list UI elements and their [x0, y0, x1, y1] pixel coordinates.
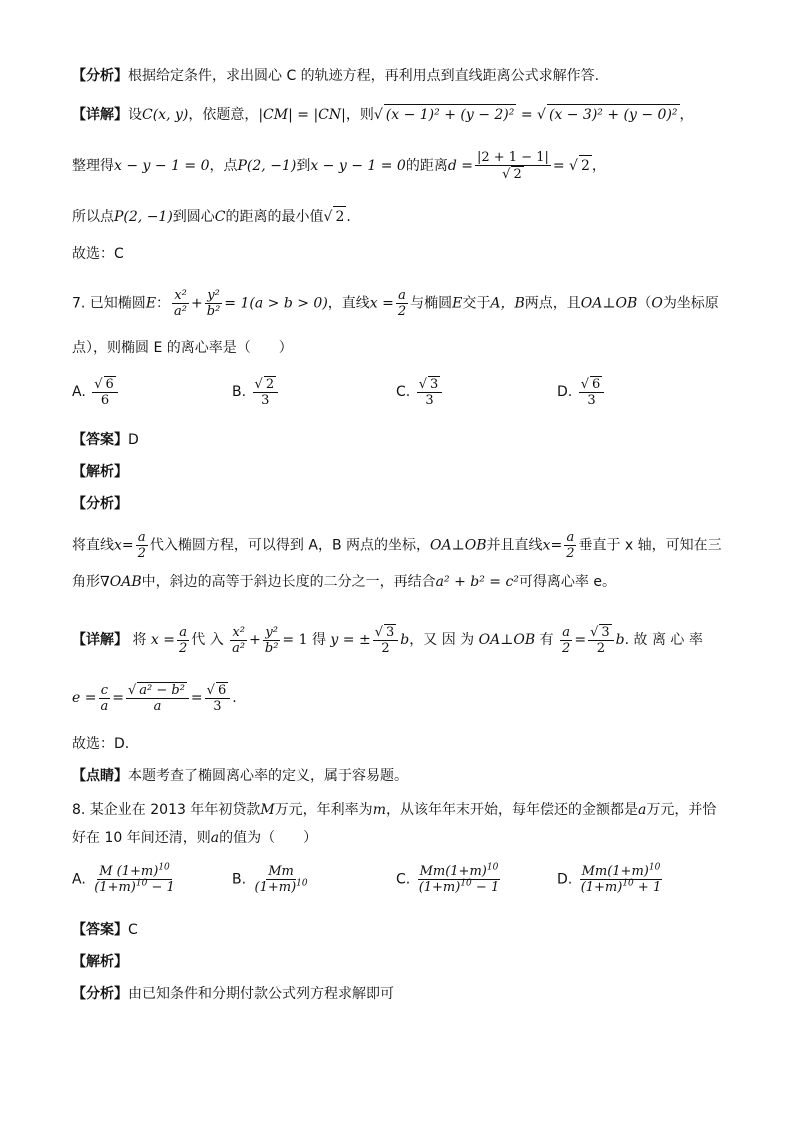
detail-tag: 【详解】 — [72, 107, 128, 123]
text: = 1 得 — [282, 632, 326, 648]
option-denominator: (1+m) — [254, 880, 297, 895]
option-denominator: (1+m) — [94, 880, 136, 895]
distance-fraction — [475, 150, 551, 182]
option-fraction — [92, 864, 177, 895]
q8-answer: C — [128, 922, 138, 938]
q8-option-a — [72, 864, 179, 895]
text: 所以点 — [72, 209, 114, 225]
analysis-tag: 【分析】 — [72, 986, 128, 1002]
c-over-a: $\frac{c}{a}$ — [100, 682, 109, 714]
denominator-tail: − 1 — [147, 880, 175, 895]
text: 7. 已知椭圆 — [72, 295, 146, 312]
math-c: C — [214, 209, 226, 225]
text: 整理得 — [72, 158, 114, 174]
sqrt3-over-2: $\frac{√ 3}{2}$ — [588, 624, 614, 656]
equals: = — [520, 107, 533, 123]
option-denominator: 3 — [587, 393, 596, 408]
text: 并且直线 — [486, 537, 543, 554]
q7-parse-tag — [72, 462, 128, 482]
option-label: B. — [232, 384, 247, 400]
option-numerator: 3 — [429, 377, 439, 392]
q6-choose: 故选：C — [72, 246, 124, 262]
option-fraction: $\frac{√ 6}{3}$ — [579, 376, 605, 408]
answer-tag: 【答案】 — [72, 432, 128, 448]
q8-stem-line1 — [72, 800, 716, 820]
option-fraction — [417, 864, 502, 895]
sqrt-over-a: $\frac{\text{√ a² − b²}}{a}$ — [126, 682, 189, 714]
option-fraction: $\frac{√ 3}{3}$ — [417, 376, 443, 408]
option-numerator: M (1+m) — [99, 864, 159, 879]
q6-analysis-text: 根据给定条件，求出圆心 C 的轨迹方程，再利用点到直线距离公式求解作答. — [128, 68, 600, 84]
text: 交于 — [462, 295, 491, 312]
parse-tag: 【解析】 — [72, 464, 128, 480]
text: 的值为（ ） — [219, 830, 318, 846]
min-value-radicand: 2 — [333, 206, 346, 227]
q8-answer-line — [72, 920, 138, 940]
option-fraction: $\frac{√ 6}{6}$ — [92, 376, 118, 408]
sqrt3-over-2: $\frac{√ 3}{2}$ — [373, 624, 399, 656]
option-label: C. — [396, 871, 411, 888]
q7-stem-line1: 7. 已知椭圆E： $\frac{\text{x²}}{\text{a²}}$ + $\frac{\text{y²}}{\text{b²}}$ = 1(a > b > 0)，直线x = $\frac{a}{2}$ 与椭圆E交于A，B两点，且OA⊥OB（O为坐标原 — [72, 288, 719, 319]
math-equation: |CM| = |CN| — [258, 107, 346, 123]
text: 可得离心率 e。 — [518, 574, 616, 590]
q6-line3: 所以点P(2, −1)到圆心C的距离的最小值√ 2 . — [72, 206, 351, 227]
q6-line2: 整理得x − y − 1 = 0，点P(2, −1)到x − y − 1 = 0的距离d = $\frac{|2 + 1 - 1|}{√ 2}$ = √ 2 ， — [72, 150, 606, 182]
text: 到圆心 — [172, 209, 215, 225]
answer-tag: 【答案】 — [72, 922, 128, 938]
text: 代入椭圆方程，可以得到 A，B 两点的坐标， — [149, 537, 431, 554]
x2-over-a2: $\frac{\text{x²}}{\text{a²}}$ — [232, 624, 246, 656]
text: ，直线 — [327, 295, 370, 312]
q7-analysis-line2 — [72, 572, 616, 592]
option-numerator: 6 — [105, 377, 114, 392]
option-fraction — [579, 864, 664, 895]
math-perp: OA⊥OB — [430, 537, 487, 554]
y2-over-b2: $\frac{\text{y²}}{\text{b²}}$ — [206, 288, 221, 319]
exponent: 10 — [486, 862, 499, 873]
text: ，从该年年末开始，每年偿还的金额都是 — [385, 802, 638, 818]
radicand: (x − 1)² + (y − 2)² — [384, 104, 517, 125]
q7-option-c — [396, 376, 444, 408]
math-perp: OA⊥OB — [478, 632, 536, 648]
math-condition: = 1(a > b > 0) — [224, 295, 328, 312]
a-over-2: $\frac{a}{2}$ — [137, 530, 146, 561]
option-numerator: 6 — [591, 377, 601, 392]
q8-parse-tag — [72, 952, 128, 972]
q6-detail-line — [72, 104, 694, 125]
comment-text: 本题考查了椭圆离心率的定义，属于容易题。 — [128, 768, 408, 784]
text: 代 入 — [191, 632, 224, 648]
x2-over-a2: $\frac{\text{x²}}{\text{a²}}$ — [174, 288, 188, 319]
detail-tag: 【详解】 — [72, 632, 128, 648]
analysis-tag: 【分析】 — [72, 496, 128, 512]
q7-choose: 故选：D. — [72, 736, 130, 752]
q7-option-a — [72, 376, 120, 408]
a-over-2: $\frac{a}{2}$ — [566, 530, 575, 561]
exponent: 10 — [135, 878, 148, 889]
text: . — [346, 209, 351, 225]
math-point-p: P(2, −1) — [114, 209, 173, 225]
math-y: y = ± — [330, 632, 371, 648]
y2-over-b2: $\frac{\text{y²}}{\text{b²}}$ — [264, 624, 279, 656]
option-label: B. — [232, 871, 247, 888]
math-ab: A，B — [490, 295, 525, 312]
q8-analysis-text: 由已知条件和分期付款公式列方程求解即可 — [128, 986, 394, 1002]
denominator: √ 2 — [502, 167, 522, 182]
math-triangle: ∇OAB — [100, 574, 142, 590]
math-o: O — [651, 295, 663, 312]
math-d: d = — [447, 158, 473, 174]
text: 垂直于 x 轴，可知在三 — [578, 537, 722, 554]
option-numerator: 2 — [265, 377, 275, 392]
text: 的距离的最小值 — [225, 209, 324, 225]
text: ，依题意， — [188, 107, 259, 123]
text: 两点，且 — [524, 295, 581, 312]
math-equation: x − y − 1 = 0 — [114, 158, 210, 174]
text: 到 — [296, 158, 311, 174]
text: 8. 某企业在 2013 年年初贷款 — [72, 802, 261, 818]
text: ， — [679, 107, 694, 123]
q7-analysis-tag — [72, 494, 128, 514]
option-numerator: Mm(1+m) — [419, 864, 487, 879]
option-denominator: 3 — [261, 393, 270, 408]
q7-option-b — [232, 376, 280, 408]
exponent: 10 — [158, 862, 170, 873]
math-point-c: C(x, y) — [142, 107, 189, 123]
a-over-2: $\frac{a}{2}$ — [397, 288, 407, 319]
sqrt-symbol: √ — [373, 107, 383, 123]
q8-stem-line2 — [72, 828, 317, 848]
text: 设 — [128, 107, 142, 123]
math-e: E — [452, 295, 463, 312]
option-label: D. — [557, 871, 573, 888]
numerator: |2 + 1 − 1| — [476, 150, 549, 165]
text: . 故 离 心 率 — [624, 632, 703, 648]
q7-analysis-line1: 将直线x= $\frac{a}{2}$ 代入椭圆方程，可以得到 A，B 两点的坐标，OA⊥OB并且直线x= $\frac{a}{2}$ 垂直于 x 轴，可知在三 — [72, 530, 722, 561]
math-a: a — [210, 830, 220, 846]
exponent: 10 — [460, 878, 472, 889]
analysis-tag: 【分析】 — [72, 68, 128, 84]
text: 将直线 — [72, 537, 114, 554]
option-fraction: $\frac{√ 2}{3}$ — [253, 376, 279, 408]
q8-analysis-line — [72, 984, 394, 1004]
math-a: a — [637, 802, 647, 818]
text: 中，斜边的高等于斜边长度的二分之一，再结合 — [141, 574, 436, 590]
q8-option-b — [232, 864, 312, 895]
option-numerator: Mm(1+m) — [581, 864, 649, 879]
math-x: x = — [150, 632, 175, 648]
option-numerator: Mm — [268, 864, 294, 879]
q7-answer-line — [72, 430, 139, 450]
text: ： — [156, 295, 171, 312]
text: 与椭圆 — [410, 295, 453, 312]
denominator-tail: + 1 — [633, 880, 662, 895]
math-m: M — [260, 802, 275, 818]
radicand: (x − 3)² + (y − 0)² — [547, 104, 680, 125]
text: 有 — [539, 632, 554, 648]
option-label: A. — [72, 871, 86, 888]
math-equation: a² + b² = c² — [435, 574, 519, 590]
option-label: D. — [557, 384, 573, 400]
exponent: 10 — [622, 878, 634, 889]
option-denominator: (1+m) — [418, 880, 461, 895]
q8-option-d — [557, 864, 665, 895]
text: 万元，并恰 — [646, 802, 717, 818]
text: ，点 — [209, 158, 238, 174]
math-equation: x − y − 1 = 0 — [310, 158, 406, 174]
denominator-tail: − 1 — [471, 880, 500, 895]
text: 好在 10 年间还清，则 — [72, 830, 211, 846]
a-over-2: $\frac{a}{2}$ — [562, 624, 571, 656]
option-label: A. — [72, 384, 86, 400]
q8-option-c — [396, 864, 503, 895]
q6-analysis-line — [72, 66, 599, 86]
math-m-rate: m — [372, 802, 386, 818]
option-fraction — [253, 864, 310, 895]
text: 的距离 — [405, 158, 448, 174]
text: ， — [591, 158, 606, 174]
q7-detail-eccentricity: e = $\frac{c}{a}$ = $\frac{\text{√ a² − b²}}{a}$ = $\frac{√ 6}{3}$ . — [72, 682, 237, 714]
math-x: x = — [369, 295, 394, 312]
q7-option-d — [557, 376, 606, 408]
radicand: 2 — [513, 167, 522, 182]
parse-tag: 【解析】 — [72, 954, 128, 970]
text: ，则 — [345, 107, 374, 123]
text: ，又 因 为 — [409, 632, 475, 648]
sqrt-symbol: √ — [537, 107, 546, 123]
math-e: e = — [72, 690, 97, 706]
sqrt6-over-3: $\frac{√ 6}{3}$ — [205, 682, 231, 714]
a-over-2: $\frac{a}{2}$ — [178, 624, 188, 656]
radicand: a² − b² — [139, 683, 185, 698]
result-radicand: 2 — [579, 155, 592, 176]
math-perp: OA⊥OB — [580, 295, 638, 312]
math-point-p: P(2, −1) — [237, 158, 297, 174]
text: 将 — [132, 632, 147, 648]
text: 万元，年利率为 — [274, 802, 373, 818]
text: （ — [637, 295, 652, 312]
option-label: C. — [396, 384, 411, 400]
exponent: 10 — [648, 862, 661, 873]
exponent: 10 — [296, 878, 308, 889]
option-denominator: (1+m) — [580, 880, 623, 895]
option-denominator: 6 — [100, 393, 110, 408]
q7-answer: D — [128, 432, 139, 448]
q7-comment — [72, 766, 408, 786]
text: 为坐标原 — [662, 295, 719, 312]
comment-tag: 【点睛】 — [72, 768, 128, 784]
math-e: E — [145, 295, 157, 312]
q7-stem-line2: 点），则椭圆 E 的离心率是（ ） — [72, 340, 293, 356]
option-denominator: 3 — [425, 393, 434, 408]
text: 角形 — [72, 574, 100, 590]
q7-detail-line: 【详解】 将 x = $\frac{a}{2}$ 代 入 $\frac{\text{x²}}{\text{a²}}$ + $\frac{\text{y²}}{\text{b²}}$ = 1 得 y = ± $\frac{√ 3}{2}$ b，又 因 为 OA⊥OB 有 $\frac{a}{2}$ = $\frac{√ 3}{2}$ b. 故 离 心 率 — [72, 624, 703, 656]
